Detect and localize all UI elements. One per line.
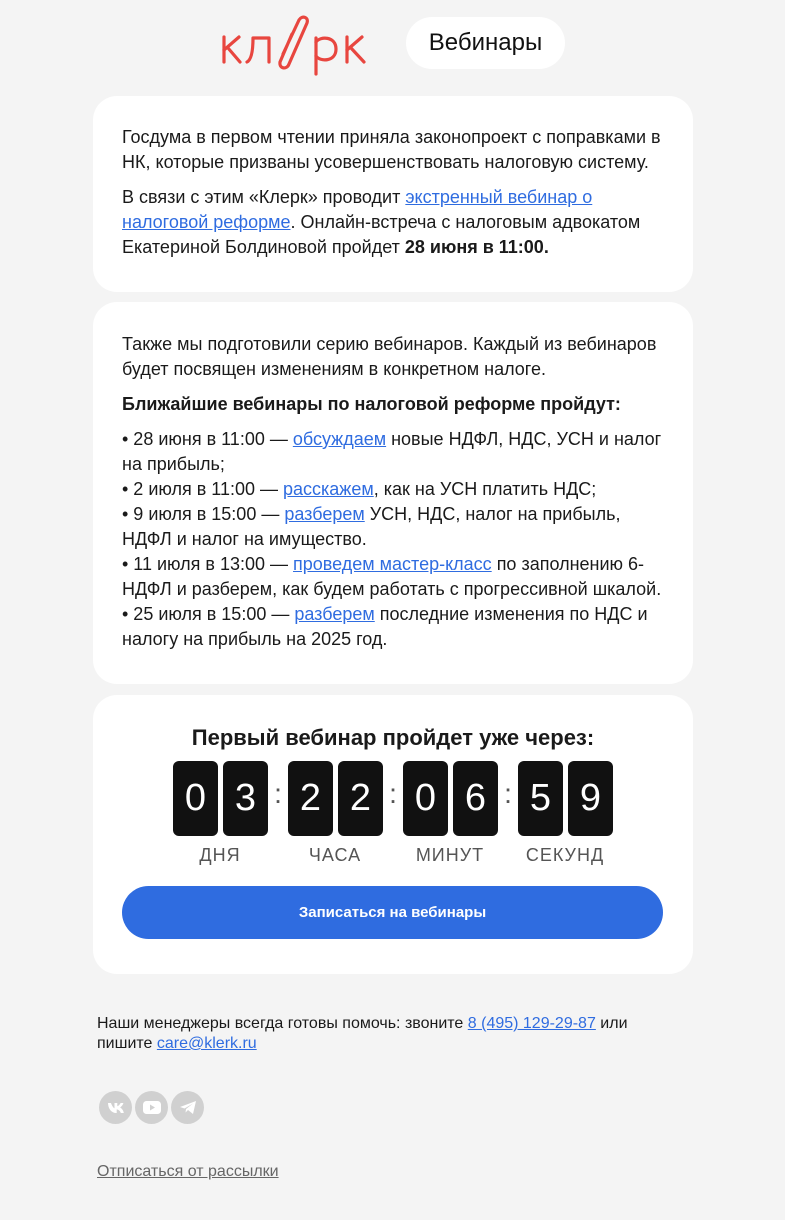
list-item	[122, 477, 663, 502]
countdown-digit: 6	[453, 761, 498, 836]
item-desc: новые НДФЛ, НДС, УСН и налог на прибыль;	[122, 429, 662, 474]
list-item	[122, 602, 663, 652]
emergency-webinar-link[interactable]: экстренный вебинар о налоговой реформе	[122, 187, 593, 232]
countdown-digit: 2	[288, 761, 333, 836]
countdown-separator: :	[389, 778, 397, 809]
item-date: • 9 июля в 15:00 —	[122, 504, 285, 524]
webinar-link-tell[interactable]: расскажем	[283, 479, 374, 499]
klerk-logo-icon	[219, 14, 383, 78]
intro-card	[93, 96, 693, 292]
item-date: • 2 июля в 11:00 —	[122, 479, 283, 499]
register-webinars-button[interactable]: Записаться на вебинары	[122, 886, 663, 939]
intro-paragraph: Госдума в первом чтении приняла законопроект с поправками в НК, которые призваны усовершенствовать налоговую систему.	[122, 127, 661, 172]
item-desc: УСН, НДС, налог на прибыль, НДФЛ и налог на имущество.	[122, 504, 621, 549]
list-item	[122, 502, 663, 552]
item-date: • 11 июля в 13:00 —	[122, 554, 294, 574]
item-desc: последние изменения по НДС и налогу на прибыль на 2025 год.	[122, 604, 648, 649]
countdown-digit: 0	[403, 761, 448, 836]
support-text	[97, 1014, 677, 1054]
webinars-pill[interactable]: Вебинары	[406, 17, 565, 69]
list-item	[122, 552, 663, 602]
webinar-announcement	[122, 185, 663, 260]
announcement-text-2: . Онлайн-встреча с налоговым адвокатом Екатериной Болдиновой пройдет	[122, 212, 641, 257]
countdown-digit: 0	[173, 761, 218, 836]
countdown-separator: :	[274, 778, 282, 809]
announcement-text: В связи с этим «Клерк» проводит	[122, 187, 406, 207]
countdown-digit: 9	[568, 761, 613, 836]
countdown-digit: 2	[338, 761, 383, 836]
series-intro: Также мы подготовили серию вебинаров. Каждый из вебинаров будет посвящен изменениям в конкретном налоге.	[122, 334, 657, 379]
countdown-card	[93, 695, 693, 974]
support-text-1: Наши менеджеры всегда готовы помочь: звоните	[97, 1015, 468, 1032]
list-item	[122, 427, 663, 477]
countdown-unit-hours: ЧАСА	[308, 845, 362, 865]
series-heading: Ближайшие вебинары по налоговой реформе пройдут:	[122, 394, 621, 414]
webinar-link-analyze[interactable]: разберем	[284, 504, 365, 524]
webinar-date: 28 июня в 11:00.	[404, 237, 549, 257]
countdown-title: Первый вебинар пройдет уже через:	[191, 725, 595, 750]
countdown-digit: 5	[518, 761, 563, 836]
phone-link[interactable]: 8 (495) 129-29-87	[467, 1015, 596, 1032]
item-desc: , как на УСН платить НДС;	[373, 479, 597, 499]
email-link[interactable]: care@klerk.ru	[156, 1035, 257, 1052]
countdown-unit-minutes: МИНУТ	[415, 845, 485, 865]
webinar-link-masterclass[interactable]: проведем мастер-класс	[293, 554, 492, 574]
header	[0, 14, 785, 78]
webinar-series-card	[93, 302, 693, 684]
vk-icon[interactable]	[99, 1091, 132, 1124]
support-text-2: или пишите	[97, 1015, 628, 1052]
webinar-list	[122, 427, 663, 652]
webinar-link-discuss[interactable]: обсуждаем	[292, 429, 387, 449]
countdown-separator: :	[504, 778, 512, 809]
countdown-digit: 3	[223, 761, 268, 836]
item-desc: по заполнению 6-НДФЛ и разберем, как будем работать с прогрессивной шкалой.	[122, 554, 662, 599]
countdown-unit-days: ДНЯ	[199, 845, 241, 865]
telegram-icon[interactable]	[171, 1091, 204, 1124]
youtube-icon[interactable]	[135, 1091, 168, 1124]
unsubscribe-link[interactable]: Отписаться от рассылки	[97, 1163, 279, 1180]
webinar-link-analyze-2[interactable]: разберем	[294, 604, 375, 624]
item-date: • 25 июля в 15:00 —	[122, 604, 295, 624]
countdown-unit-seconds: СЕКУНД	[525, 845, 605, 865]
item-date: • 28 июня в 11:00 —	[122, 429, 293, 449]
klerk-logo[interactable]	[219, 14, 383, 78]
